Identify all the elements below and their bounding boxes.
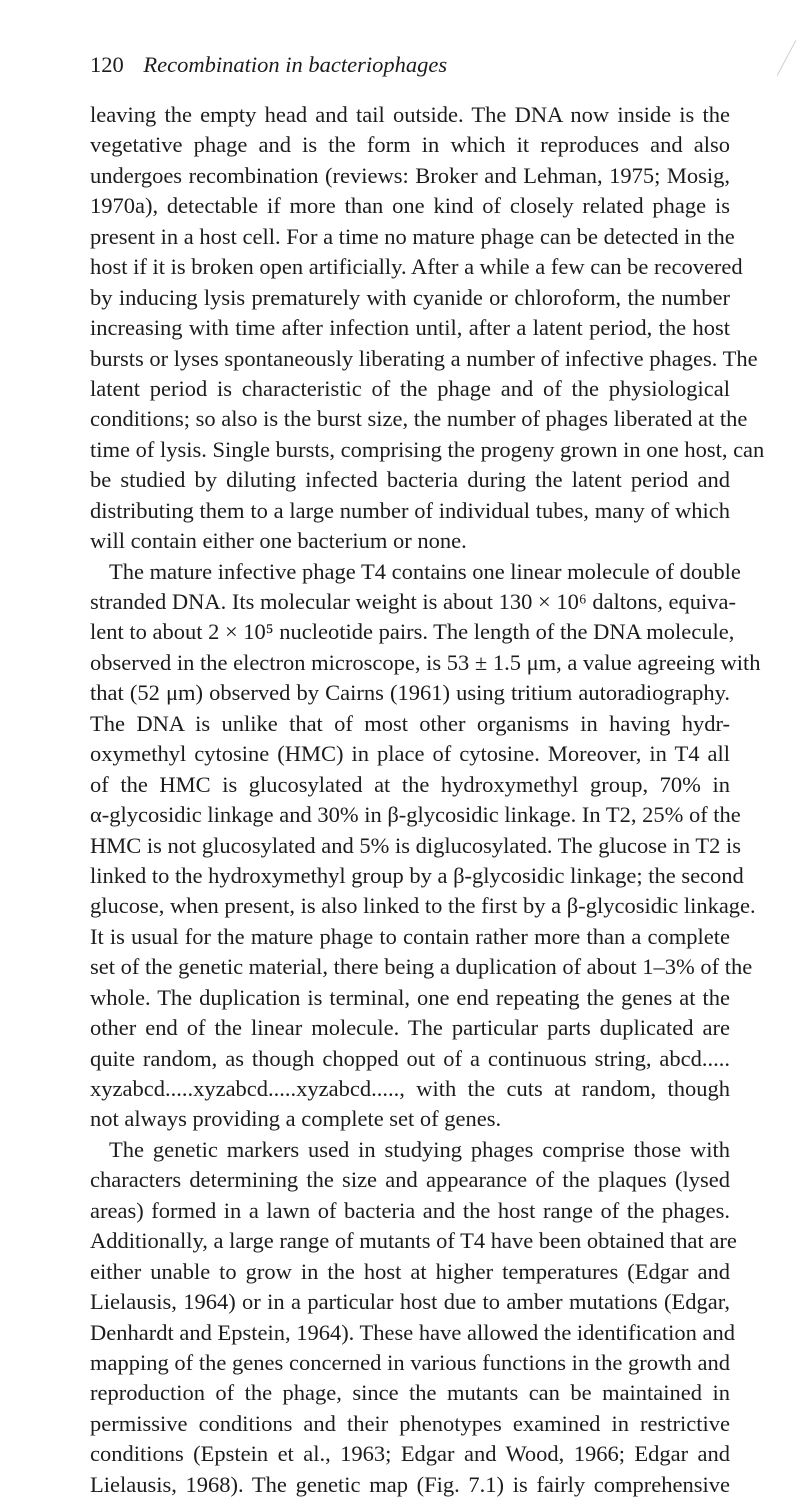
text-line: conditions (Epstein et al., 1963; Edgar and Wood, 1966; Edgar and [90, 1441, 730, 1467]
page-number: 120 [90, 52, 124, 77]
text-line: areas) formed in a lawn of bacteria and the host range of the phages. [90, 1197, 730, 1223]
text-line: bursts or lyses spontaneously liberating a number of infective phages. The [90, 345, 758, 371]
text-line: xyzabcd.....xyzabcd.....xyzabcd....., with the cuts at random, though [90, 1076, 730, 1101]
text-line: linked to the hydroxymethyl group by a β-glycosidic linkage; the second [90, 862, 744, 888]
text-line: Additionally, a large range of mutants of T4 have been obtained that are [90, 1228, 737, 1254]
text-line: either unable to grow in the host at higher temperatures (Edgar and [90, 1258, 730, 1284]
body-text [90, 100, 765, 1500]
text-line: Denhardt and Epstein, 1964). These have allowed the identification and [90, 1319, 736, 1345]
text-line: that (52 μm) observed by Cairns (1961) using tritium autoradiography. [90, 680, 730, 706]
text-line: not always providing a complete set of genes. [90, 1106, 502, 1132]
text-line: vegetative phage and is the form in which it reproduces and also [90, 132, 730, 158]
text-line: will contain either one bacterium or none. [90, 528, 467, 554]
text-line: latent period is characteristic of the phage and of the physiological [90, 375, 730, 401]
text-line: Lielausis, 1964) or in a particular host due to amber mutations (Edgar, [90, 1289, 730, 1315]
text-line: Lielausis, 1968). The genetic map (Fig. 7.1) is fairly comprehensive [90, 1471, 730, 1497]
text-line: distributing them to a large number of individual tubes, many of which [90, 497, 730, 523]
text-line: It is usual for the mature phage to contain rather more than a complete [90, 923, 730, 949]
running-head [90, 50, 730, 80]
text-line: conditions; so also is the burst size, the number of phages liberated at the [90, 406, 748, 432]
text-line: leaving the empty head and tail outside. The DNA now inside is the [90, 102, 730, 127]
text-line: be studied by diluting infected bacteria during the latent period and [90, 467, 730, 493]
chapter-title: Recombination in bacteriophages [143, 52, 448, 77]
text-line: of the HMC is glucosylated at the hydroxymethyl group, 70% in [90, 771, 730, 797]
text-line: stranded DNA. Its molecular weight is about 130 × 10⁶ daltons, equiva- [90, 589, 737, 614]
text-line: HMC is not glucosylated and 5% is diglucosylated. The glucose in T2 is [90, 832, 741, 858]
text-line: glucose, when present, is also linked to the first by a β-glycosidic linkage. [90, 893, 756, 919]
text-line: increasing with time after infection until, after a latent period, the host [90, 315, 730, 341]
text-line: present in a host cell. For a time no mature phage can be detected in the [90, 223, 735, 249]
text-line: mapping of the genes concerned in various functions in the growth and [90, 1349, 730, 1375]
text-line: undergoes recombination (reviews: Broker and Lehman, 1975; Mosig, [90, 162, 730, 188]
text-line: time of lysis. Single bursts, comprising the progeny grown in one host, can [90, 436, 765, 462]
text-line: observed in the electron microscope, is 53 ± 1.5 μm, a value agreeing with [90, 649, 761, 675]
scan-mark [777, 40, 797, 76]
text-line: lent to about 2 × 10⁵ nucleotide pairs. The length of the DNA molecule, [90, 619, 735, 645]
text-line: 1970a), detectable if more than one kind of closely related phage is [90, 193, 730, 219]
text-line: The DNA is unlike that of most other organisms in having hydr- [90, 710, 730, 736]
text-line: whole. The duplication is terminal, one end repeating the genes at the [90, 984, 730, 1010]
text-line: permissive conditions and their phenotypes examined in restrictive [90, 1410, 730, 1436]
text-line: other end of the linear molecule. The particular parts duplicated are [90, 1015, 730, 1041]
text-line: host if it is broken open artificially. After a while a few can be recovered [90, 254, 743, 280]
text-line: α-glycosidic linkage and 30% in β-glycosidic linkage. In T2, 25% of the [90, 802, 741, 828]
text-line: reproduction of the phage, since the mutants can be maintained in [90, 1380, 730, 1406]
text-line: set of the genetic material, there being a duplication of about 1–3% of the [90, 954, 753, 980]
text-line: oxymethyl cytosine (HMC) in place of cytosine. Moreover, in T4 all [90, 741, 730, 767]
text-line: by inducing lysis prematurely with cyanide or chloroform, the number [90, 284, 730, 310]
text-line: quite random, as though chopped out of a continuous string, abcd..... [90, 1045, 730, 1071]
text-line: characters determining the size and appearance of the plaques (lysed [90, 1167, 730, 1193]
text-line: The genetic markers used in studying phages comprise those with [109, 1136, 730, 1162]
text-line: The mature infective phage T4 contains one linear molecule of double [109, 558, 741, 584]
